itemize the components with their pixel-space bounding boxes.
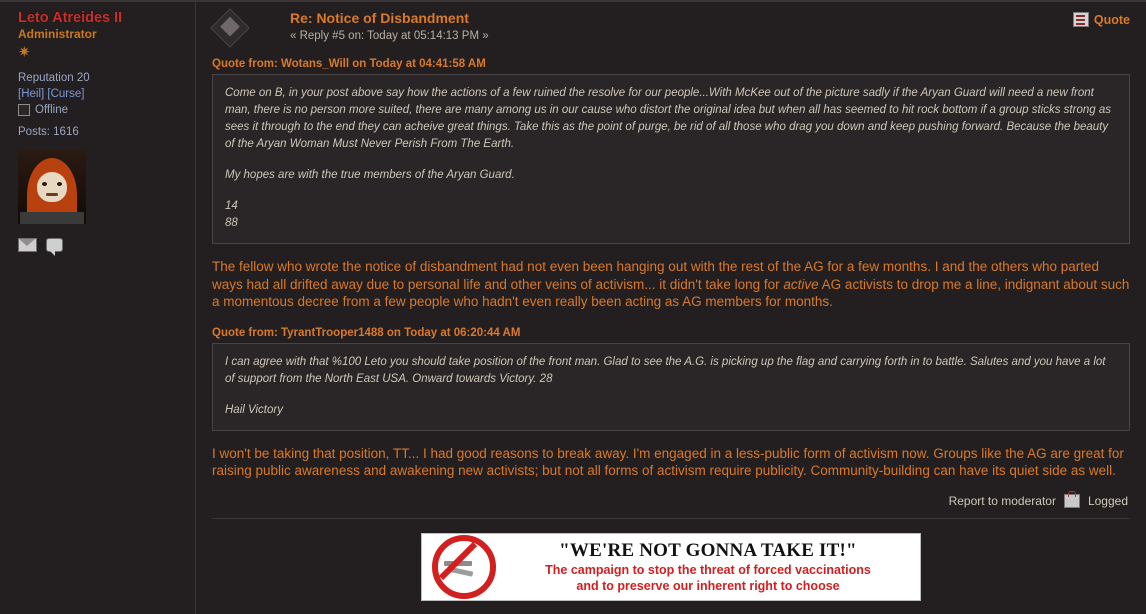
post-subject[interactable]: Re: Notice of Disbandment (290, 10, 469, 26)
post-body-2: I won't be taking that position, TT... I had good reasons to break away. I'm engaged in a less-public form of activism now. Groups like the AG are great for raising public awareness and awakening new activists; but not all forms of activism require publicity. Community-building can have its quiet side as well. (212, 445, 1124, 478)
quote-1-paragraph-3: 14 (225, 200, 238, 212)
post-body-1-text: The fellow who wrote the notice of disbandment had not even been hanging out with the rest of the AG for a few months. I and the others who parted ways had all drifted away due to personal life and other veins of activism... it didn't take long for active AG activists to drop me a line, indignant about such a momentous decree from a few people who hadn't even really been acting as AG members for months. (212, 259, 1130, 309)
offline-indicator-icon (18, 104, 30, 116)
quote-1-box (212, 74, 1130, 244)
speech-bubble-icon[interactable] (46, 238, 63, 252)
banner-line-1: "WE'RE NOT GONNA TAKE IT!" (559, 539, 857, 561)
post-diamond-icon (210, 8, 250, 48)
author-name[interactable]: Leto Atreides II (18, 10, 123, 26)
quote-button[interactable] (1073, 12, 1130, 27)
banner-text (506, 540, 910, 594)
avatar-eye-left (42, 182, 47, 186)
author-post-count: Posts: 1616 (18, 126, 79, 138)
quote-2-paragraph-2: Hail Victory (225, 403, 283, 416)
quote-1-header[interactable]: Quote from: Wotans_Will on Today at 04:41:58 AM (212, 58, 486, 70)
quote-1-paragraph-2: My hopes are with the true members of the Aryan Guard. (225, 169, 515, 181)
post-header (212, 10, 1130, 42)
post-reply-line: « Reply #5 on: Today at 05:14:13 PM » (290, 30, 489, 42)
no-vaccination-icon (432, 535, 496, 599)
author-contact-icons (18, 238, 185, 252)
quote-button-label: Quote (1093, 12, 1130, 27)
quote-icon (1073, 12, 1089, 27)
page-bottom-strip (0, 602, 1146, 614)
author-title: Administrator (18, 27, 97, 41)
post-footer (212, 494, 1130, 508)
signature-divider (212, 518, 1130, 519)
quote-2-header[interactable]: Quote from: TyrantTrooper1488 on Today at 06:20:44 AM (212, 326, 521, 339)
signature-area (212, 533, 1130, 601)
quote-1-paragraph-4: 88 (225, 217, 238, 229)
mail-icon[interactable] (18, 238, 37, 252)
avatar-base (20, 212, 84, 224)
post-body-1 (212, 258, 1130, 311)
author-badges[interactable]: [Heil] [Curse] (18, 88, 85, 100)
online-status-label: Offline (35, 104, 69, 116)
logged-icon (1064, 494, 1080, 508)
quote-2-box (212, 343, 1130, 431)
report-to-moderator-link[interactable]: Report to moderator (948, 493, 1056, 508)
subject-wrap (262, 10, 1061, 42)
logged-label: Logged (1087, 493, 1128, 508)
signature-banner[interactable] (421, 533, 921, 601)
post-layout (0, 2, 1146, 614)
banner-line-3: and to preserve our inherent right to choose (576, 578, 840, 593)
avatar-eye-right (57, 182, 62, 186)
avatar-mouth (46, 193, 58, 196)
banner-line-2: The campaign to stop the threat of forced vaccinations (545, 562, 871, 577)
quote-1-paragraph-1: Come on B, in your post above say how the actions of a few ruined the resolve for our people...With McKee out of the picture sadly if the Aryan Guard will need a new front man, there is no person more suited, there are many among us in our cause who distort the original idea but when all has seemed to hit rock bottom if a group sticks strong as sees it through to the end they can acheive great things. Take this as the point of purge, be rid of all those who drag you down and keep pushing forward. Because the beauty of the Aryan Woman Must Never Perish From The Earth. (225, 87, 1111, 150)
avatar (18, 150, 86, 224)
avatar-face (37, 172, 67, 202)
online-status (18, 104, 185, 116)
star-icon: ✷ (18, 44, 31, 61)
author-reputation: Reputation 20 (18, 72, 90, 84)
quote-2-paragraph-1: I can agree with that %100 Leto you should take position of the front man. Glad to see the A.G. is picking up the flag and carrying forth in to battle. Salutes and you have a lot of support from the North East USA. Onward towards Victory. 28 (225, 355, 1106, 385)
author-column (0, 2, 196, 614)
message-column (196, 2, 1146, 614)
